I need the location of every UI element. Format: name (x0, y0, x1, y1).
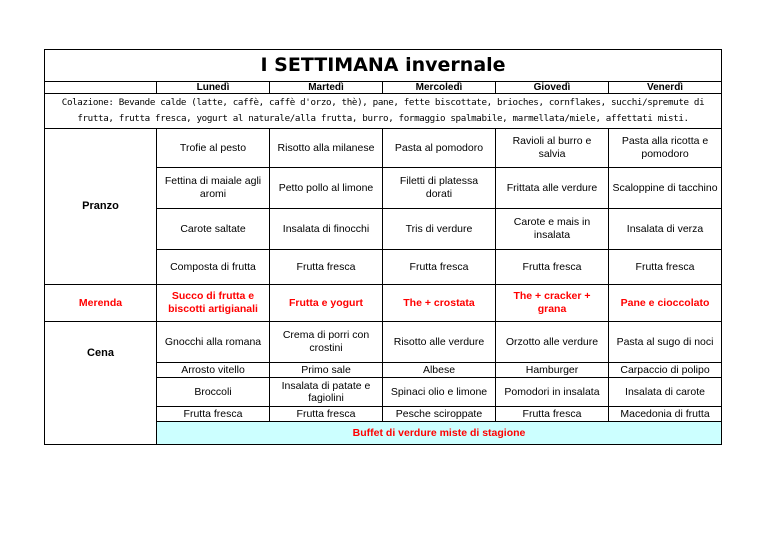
meal-label-pranzo: Pranzo (45, 129, 157, 285)
cena-row (45, 322, 722, 363)
menu-cell: Fettina di maiale agli aromi (157, 168, 270, 209)
merenda-cell: Frutta e yogurt (270, 285, 383, 322)
day-header: Mercoledì (383, 82, 496, 94)
day-header: Venerdì (609, 82, 722, 94)
merenda-cell: Pane e cioccolato (609, 285, 722, 322)
menu-cell: Albese (383, 363, 496, 378)
menu-cell: Pasta al pomodoro (383, 129, 496, 168)
menu-cell: Insalata di verza (609, 209, 722, 250)
meal-label-merenda: Merenda (45, 285, 157, 322)
menu-cell: Petto pollo al limone (270, 168, 383, 209)
menu-cell: Spinaci olio e limone (383, 378, 496, 407)
merenda-cell: Succo di frutta e biscotti artigianali (157, 285, 270, 322)
menu-cell: Tris di verdure (383, 209, 496, 250)
menu-cell: Pasta al sugo di noci (609, 322, 722, 363)
menu-cell: Composta di frutta (157, 250, 270, 285)
menu-cell: Risotto alle verdure (383, 322, 496, 363)
menu-table (44, 49, 722, 445)
day-header-row (45, 82, 722, 94)
menu-cell: Pasta alla ricotta e pomodoro (609, 129, 722, 168)
header-spacer (45, 82, 157, 94)
menu-cell: Carpaccio di polipo (609, 363, 722, 378)
menu-cell: Trofie al pesto (157, 129, 270, 168)
menu-cell: Arrosto vitello (157, 363, 270, 378)
menu-cell: Frittata alle verdure (496, 168, 609, 209)
menu-cell: Frutta fresca (496, 407, 609, 422)
buffet-banner: Buffet di verdure miste di stagione (157, 422, 722, 445)
menu-cell: Insalata di carote (609, 378, 722, 407)
day-header: Giovedì (496, 82, 609, 94)
menu-cell: Frutta fresca (157, 407, 270, 422)
merenda-row (45, 285, 722, 322)
menu-cell: Frutta fresca (270, 250, 383, 285)
menu-cell: Frutta fresca (270, 407, 383, 422)
menu-cell: Frutta fresca (496, 250, 609, 285)
pranzo-row (45, 129, 722, 168)
menu-cell: Crema di porri con crostini (270, 322, 383, 363)
day-header: Lunedì (157, 82, 270, 94)
menu-cell: Filetti di platessa dorati (383, 168, 496, 209)
menu-cell: Scaloppine di tacchino (609, 168, 722, 209)
menu-cell: Risotto alla milanese (270, 129, 383, 168)
menu-cell: Frutta fresca (609, 250, 722, 285)
page-title: I SETTIMANA invernale (45, 50, 722, 82)
menu-cell: Ravioli al burro e salvia (496, 129, 609, 168)
colazione-text: Colazione: Bevande calde (latte, caffè, caffè d'orzo, thè), pane, fette biscottate, brioches, cornflakes, succhi/spremute di frutta, frutta fresca, yogurt al naturale/alla frutta, burro, formaggio spalmabile, marmellata/miele, affettati misti. (45, 94, 722, 129)
merenda-cell: The + cracker + grana (496, 285, 609, 322)
meal-label-cena: Cena (45, 322, 157, 445)
menu-cell: Pomodori in insalata (496, 378, 609, 407)
menu-cell: Macedonia di frutta (609, 407, 722, 422)
menu-cell: Insalata di finocchi (270, 209, 383, 250)
menu-cell: Gnocchi alla romana (157, 322, 270, 363)
menu-cell: Broccoli (157, 378, 270, 407)
weekly-menu-sheet (44, 49, 721, 445)
menu-cell: Pesche sciroppate (383, 407, 496, 422)
menu-cell: Hamburger (496, 363, 609, 378)
day-header: Martedì (270, 82, 383, 94)
menu-cell: Carote e mais in insalata (496, 209, 609, 250)
merenda-cell: The + crostata (383, 285, 496, 322)
menu-cell: Primo sale (270, 363, 383, 378)
menu-cell: Orzotto alle verdure (496, 322, 609, 363)
menu-cell: Carote saltate (157, 209, 270, 250)
menu-cell: Frutta fresca (383, 250, 496, 285)
menu-cell: Insalata di patate e fagiolini (270, 378, 383, 407)
